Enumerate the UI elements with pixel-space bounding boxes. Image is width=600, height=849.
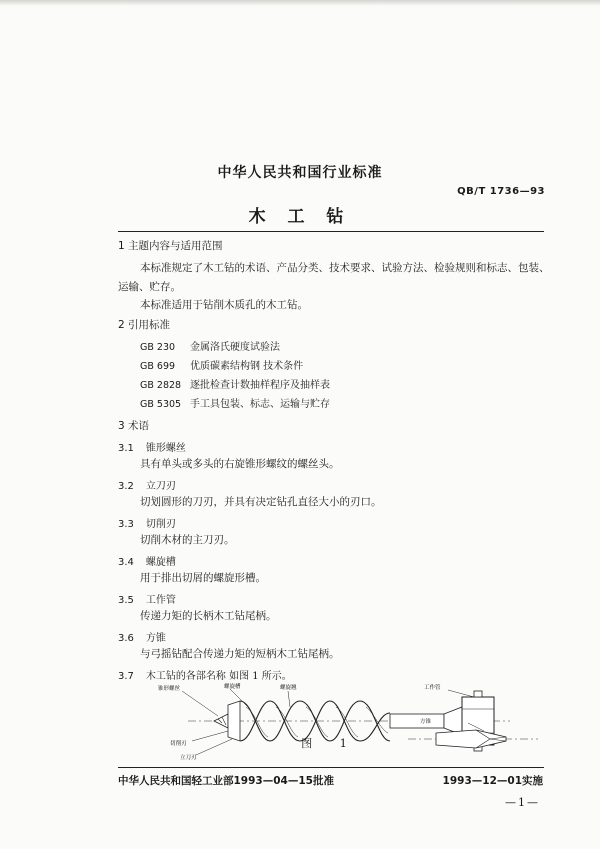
label-spiral-groove: 螺旋槽 <box>224 684 241 690</box>
term-name: 切削刃 <box>145 519 176 530</box>
term-number: 3.7 <box>118 671 134 682</box>
section-1-heading: 1 主题内容与适用范围 <box>118 240 223 252</box>
label-square-taper: 方锥 <box>420 719 432 725</box>
shank-shape <box>390 714 444 728</box>
term-definition: 传递力矩的长柄木工钻尾柄。 <box>140 610 277 622</box>
reference-item <box>140 376 330 391</box>
term-name: 工作管 <box>145 595 176 606</box>
section-2-heading: 2 引用标准 <box>118 319 171 331</box>
term-number: 3.5 <box>118 595 134 606</box>
term-name: 螺旋槽 <box>145 557 176 568</box>
label-cutting-edge: 切削刃 <box>170 741 187 747</box>
implementation-date: 1993—12—01实施 <box>442 775 543 787</box>
term-number: 3.3 <box>118 519 134 530</box>
auger-bit-figure <box>118 683 548 769</box>
reference-code: GB 699 <box>140 361 176 372</box>
label-tapered-screw: 锥形螺丝 <box>158 686 181 692</box>
header-title: 中华人民共和国行业标准 <box>217 165 383 181</box>
term-name: 方锥 <box>145 633 166 644</box>
footer-rule <box>118 767 544 768</box>
section-1-para-1-line-2: 运输、贮存。 <box>118 281 181 293</box>
term-heading <box>118 515 176 530</box>
label-working-tube: 工作管 <box>424 685 441 691</box>
term-definition: 与弓摇钻配合传递力矩的短柄木工钻尾柄。 <box>140 648 340 660</box>
approval-line: 中华人民共和国轻工业部1993—04—15批准 <box>118 775 334 787</box>
reference-item <box>140 395 330 410</box>
term-heading <box>118 591 176 606</box>
tapered-screw-shape <box>214 714 228 728</box>
reference-title: 逐批检查计数抽样程序及抽样表 <box>190 380 330 391</box>
term-heading <box>118 553 176 568</box>
term-number: 3.4 <box>118 557 134 568</box>
term-definition: 用于排出切屑的螺旋形槽。 <box>140 572 266 584</box>
page-number: —1— <box>505 796 540 809</box>
standard-number: QB/T 1736—93 <box>457 186 545 197</box>
section-1-para-2: 本标准适用于钻削木质孔的木工钻。 <box>140 299 308 311</box>
term-definition: 具有单头或多头的右旋锥形螺纹的螺丝头。 <box>140 458 340 470</box>
reference-item <box>140 357 303 372</box>
term-number: 3.6 <box>118 633 134 644</box>
reference-code: GB 5305 <box>140 399 182 410</box>
term-number: 3.1 <box>118 443 134 454</box>
term-heading <box>118 667 292 682</box>
reference-title: 金属洛氏硬度试验法 <box>190 342 280 353</box>
reference-code: GB 2828 <box>140 380 182 391</box>
term-name: 木工钻的各部名称 如图 1 所示。 <box>145 671 292 682</box>
term-name: 立刀刃 <box>145 481 176 492</box>
term-number: 3.2 <box>118 481 134 492</box>
document-title: 木 工 钻 <box>248 207 352 227</box>
section-1-para-1-line-1: 本标准规定了木工钻的术语、产品分类、技术要求、试验方法、检验规则和标志、包装、 <box>140 262 550 274</box>
shank-taper <box>444 707 462 735</box>
reference-code: GB 230 <box>140 342 176 353</box>
header-rule <box>118 231 544 232</box>
label-land: 螺旋翘 <box>280 685 297 691</box>
term-name: 锥形螺丝 <box>145 443 186 454</box>
term-heading <box>118 439 186 454</box>
label-spur: 立刀刃 <box>180 755 197 761</box>
reference-title: 手工具包装、标志、运输与贮存 <box>190 399 330 410</box>
scan-edge <box>0 0 600 6</box>
term-definition: 切削木材的主刀刃。 <box>140 534 235 546</box>
term-heading <box>118 477 176 492</box>
reference-item <box>140 338 280 353</box>
term-definition: 切划圆形的刀刃，并具有决定钻孔直径大小的刃口。 <box>140 496 382 508</box>
reference-title: 优质碳素结构钢 技术条件 <box>190 361 304 372</box>
figure-caption: 图 1 <box>301 737 359 750</box>
term-heading <box>118 629 166 644</box>
section-3-heading: 3 术语 <box>118 420 150 432</box>
